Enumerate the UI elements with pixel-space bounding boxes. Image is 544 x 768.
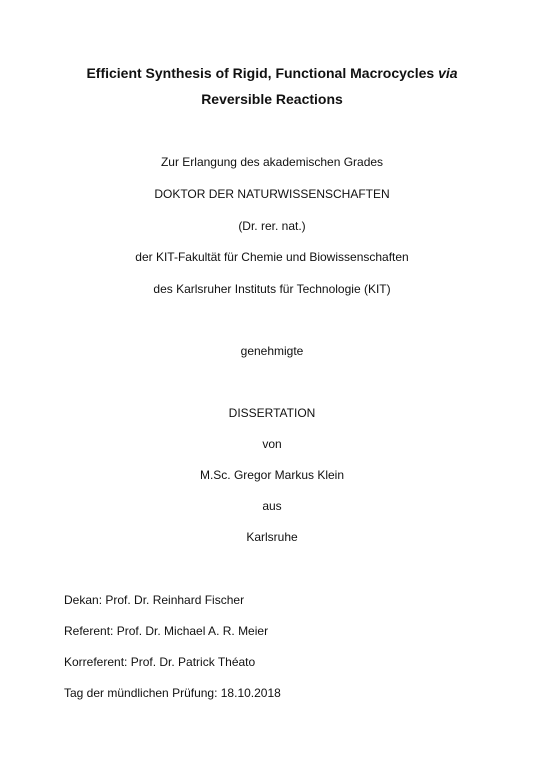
coreferee-line: Korreferent: Prof. Dr. Patrick Théato (64, 655, 256, 669)
thesis-title-line-2: Reversible Reactions (201, 91, 343, 107)
approval-text: genehmigte (240, 344, 304, 358)
exam-date-line: Tag der mündlichen Prüfung: 18.10.2018 (64, 686, 281, 700)
dissertation-label: DISSERTATION (228, 406, 316, 420)
degree-line-4: der KIT-Fakultät für Chemie und Biowissenschaften (135, 250, 409, 264)
degree-line-5: des Karlsruher Instituts für Technologie (KIT) (153, 282, 391, 296)
thesis-title-main: Efficient Synthesis of Rigid, Functional Macrocycles (86, 65, 439, 81)
von-text: von (262, 437, 282, 451)
degree-line-1: Zur Erlangung des akademischen Grades (160, 155, 384, 169)
origin-city: Karlsruhe (246, 530, 298, 544)
thesis-title-line-1 (0, 60, 544, 86)
aus-text: aus (262, 499, 282, 513)
thesis-title-italic: via (438, 65, 458, 81)
referee-line: Referent: Prof. Dr. Michael A. R. Meier (64, 624, 269, 638)
degree-line-3: (Dr. rer. nat.) (238, 219, 306, 233)
degree-line-2: DOKTOR DER NATURWISSENSCHAFTEN (154, 187, 390, 201)
dean-line: Dekan: Prof. Dr. Reinhard Fischer (64, 593, 245, 607)
author-name: M.Sc. Gregor Markus Klein (199, 468, 345, 482)
